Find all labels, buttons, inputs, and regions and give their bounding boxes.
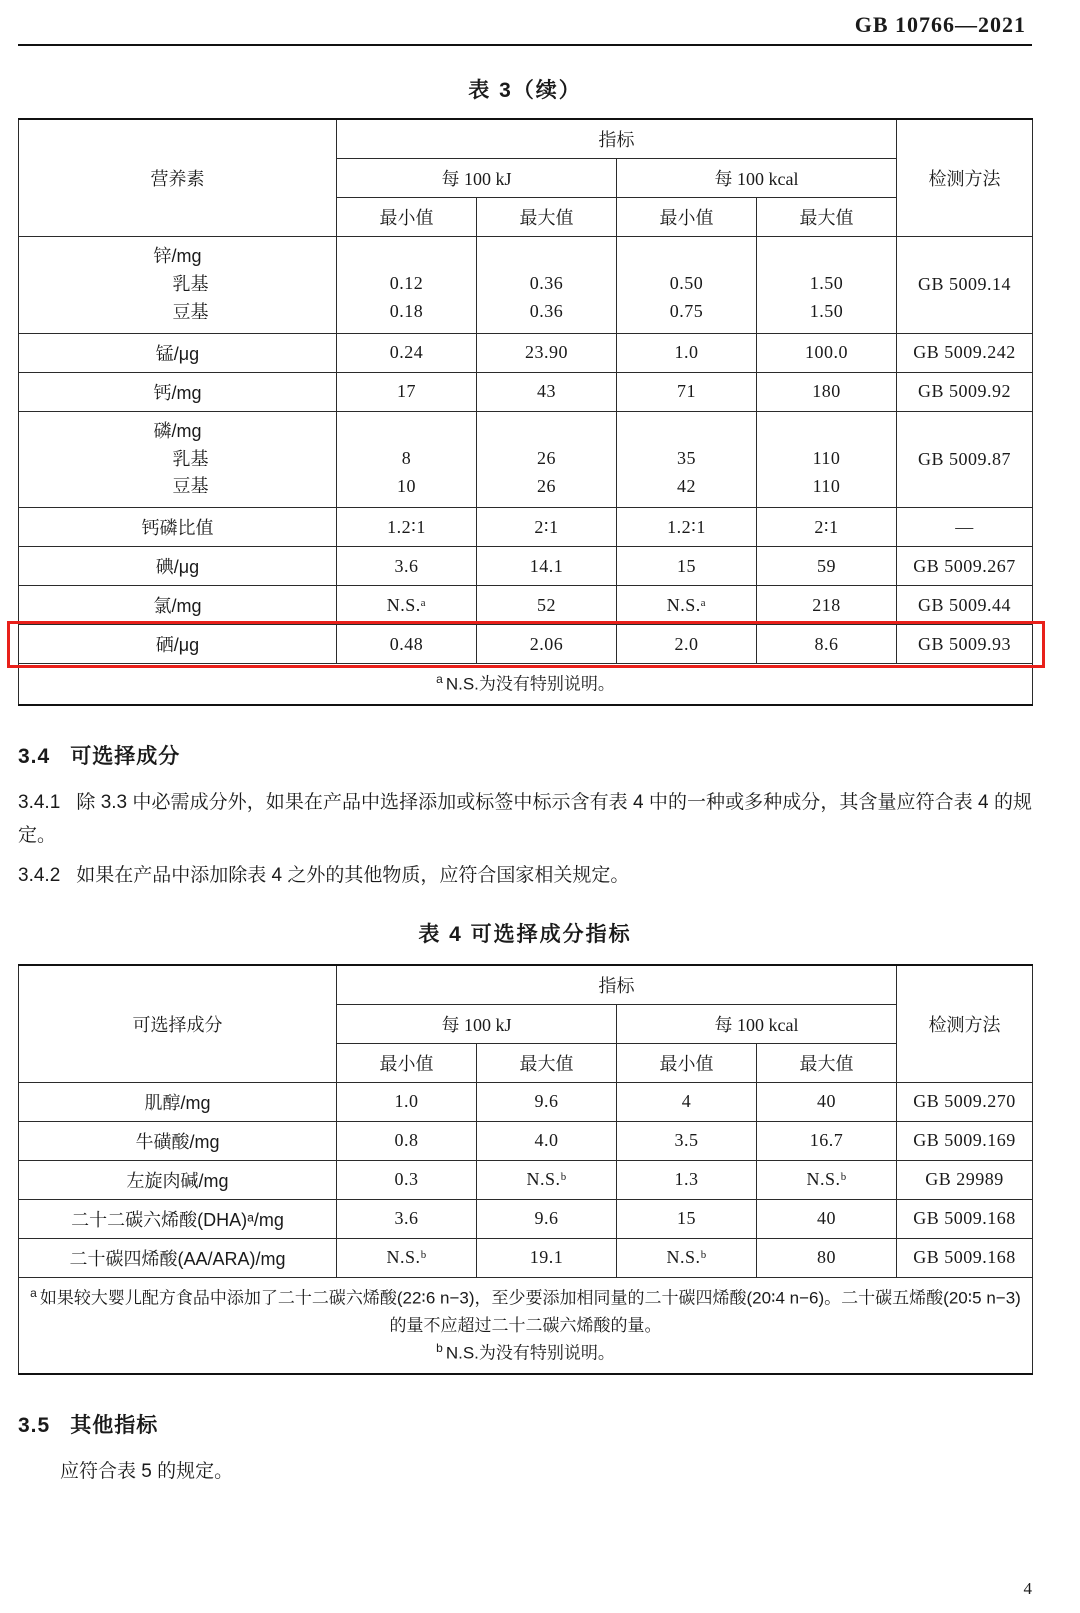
table3-row2-kj-max: 43 xyxy=(477,372,617,411)
table3-row0-kcal-max: 1.50 1.50 xyxy=(757,237,897,334)
table3-header-per100kcal: 每 100 kcal xyxy=(617,159,897,198)
table4-row2-method: GB 29989 xyxy=(897,1160,1033,1199)
table3-row6-kj-min: N.S.ᵃ xyxy=(337,586,477,625)
section-3-4-number: 3.4 xyxy=(18,745,51,769)
table4-note-b xyxy=(23,1339,1028,1367)
table4-row2-kcal-max: N.S.ᵇ xyxy=(757,1160,897,1199)
table3-row0-kcal-min: 0.50 0.75 xyxy=(617,237,757,334)
table3-header-kcal-min: 最小值 xyxy=(617,198,757,237)
table4-header-method: 检测方法 xyxy=(897,965,1033,1083)
table4-note-b-text: N.S.为没有特别说明。 xyxy=(445,1343,615,1363)
table4-note-b-marker: b xyxy=(436,1340,443,1355)
table-row xyxy=(19,508,1033,547)
table4-row3-method: GB 5009.168 xyxy=(897,1199,1033,1238)
table4-row1-kj-min: 0.8 xyxy=(337,1121,477,1160)
table4-row1-name: 牛磺酸/mg xyxy=(19,1121,337,1160)
paragraph-3-5: 应符合表 5 的规定。 xyxy=(60,1460,234,1482)
table4-header-component: 可选择成分 xyxy=(19,965,337,1083)
table3-header-method: 检测方法 xyxy=(897,119,1033,237)
table4-row4-kcal-max: 80 xyxy=(757,1238,897,1277)
table-row xyxy=(19,1238,1033,1277)
table3-row4-kcal-max: 2∶1 xyxy=(757,508,897,547)
table4-row3-kcal-min: 15 xyxy=(617,1199,757,1238)
table4-row2-kj-min: 0.3 xyxy=(337,1160,477,1199)
table4-row0-method: GB 5009.270 xyxy=(897,1082,1033,1121)
table3-row7-kcal-min: 2.0 xyxy=(617,625,757,664)
table-row xyxy=(19,372,1033,411)
table4-title: 表 4 可选择成分指标 xyxy=(418,922,632,946)
table3-row7-kj-max: 2.06 xyxy=(477,625,617,664)
table3-note-text: N.S.为没有特别说明。 xyxy=(445,675,615,694)
table3-note-marker: a xyxy=(436,672,443,687)
table4-header-per100kj: 每 100 kJ xyxy=(337,1004,617,1043)
table4-row1-kcal-min: 3.5 xyxy=(617,1121,757,1160)
table4-row3-kcal-max: 40 xyxy=(757,1199,897,1238)
table4-row3-kj-max: 9.6 xyxy=(477,1199,617,1238)
table3-row0-method: GB 5009.14 xyxy=(897,237,1033,334)
table3-header-kcal-max: 最大值 xyxy=(757,198,897,237)
table4-row0-kj-min: 1.0 xyxy=(337,1082,477,1121)
table4-row0-name: 肌醇/mg xyxy=(19,1082,337,1121)
table3-row6-name: 氯/mg xyxy=(19,586,337,625)
table3-row2-name: 钙/mg xyxy=(19,372,337,411)
table3-row3-kj-max: 26 26 xyxy=(477,411,617,508)
table3-row1-kj-min: 0.24 xyxy=(337,333,477,372)
table3-row7-name: 硒/μg xyxy=(19,625,337,664)
table4-row3-name: 二十二碳六烯酸(DHA)ᵃ/mg xyxy=(19,1199,337,1238)
paragraph-3-4-1 xyxy=(18,786,1032,853)
table4-note-a xyxy=(23,1284,1028,1339)
table-row xyxy=(19,1121,1033,1160)
table4-row0-kcal-max: 40 xyxy=(757,1082,897,1121)
table4-row4-name: 二十碳四烯酸(AA/ARA)/mg xyxy=(19,1238,337,1277)
table3-header-nutrient: 营养素 xyxy=(19,119,337,237)
page-number: 4 xyxy=(1023,1579,1032,1598)
table4-row1-kj-max: 4.0 xyxy=(477,1121,617,1160)
header-rule xyxy=(18,44,1032,46)
table4-header-kcal-max: 最大值 xyxy=(757,1043,897,1082)
table3-row5-name: 碘/μg xyxy=(19,547,337,586)
section-3-5-heading xyxy=(18,1409,1032,1439)
table3-header-kj-min: 最小值 xyxy=(337,198,477,237)
table4-note-a-text: 如果较大婴儿配方食品中添加了二十二碳六烯酸(22∶6 n−3)，至少要添加相同量的二十碳四烯酸(20∶4 n−6)。二十碳五烯酸(20∶5 n−3)的量不应超过二十二碳六烯酸的量。 xyxy=(39,1288,1021,1335)
paragraph-3-4-1-number: 3.4.1 xyxy=(18,792,61,814)
table4-row2-kcal-min: 1.3 xyxy=(617,1160,757,1199)
table3-title: 表 3（续） xyxy=(468,79,582,102)
table3-row3-method: GB 5009.87 xyxy=(897,411,1033,508)
table3-row2-kcal-max: 180 xyxy=(757,372,897,411)
table4-header-kj-max: 最大值 xyxy=(477,1043,617,1082)
table4-row2-name: 左旋肉碱/mg xyxy=(19,1160,337,1199)
table4-notes xyxy=(19,1277,1033,1373)
table4-row3-kj-min: 3.6 xyxy=(337,1199,477,1238)
table3-row6-kcal-max: 218 xyxy=(757,586,897,625)
paragraph-3-4-2 xyxy=(18,859,1032,892)
table3-row4-name: 钙磷比值 xyxy=(19,508,337,547)
table4-header-per100kcal: 每 100 kcal xyxy=(617,1004,897,1043)
table3-note xyxy=(19,664,1033,705)
table3-row0-kj-max: 0.36 0.36 xyxy=(477,237,617,334)
table-row xyxy=(19,547,1033,586)
table4-row1-method: GB 5009.169 xyxy=(897,1121,1033,1160)
table3-row1-kcal-max: 100.0 xyxy=(757,333,897,372)
table4-row2-kj-max: N.S.ᵇ xyxy=(477,1160,617,1199)
table3-row3-kj-min: 8 10 xyxy=(337,411,477,508)
document-header xyxy=(18,10,1032,38)
table3-header-indicator: 指标 xyxy=(337,119,897,159)
paragraph-3-4-2-text: 如果在产品中添加除表 4 之外的其他物质，应符合国家相关规定。 xyxy=(76,864,630,886)
table4-row0-kcal-min: 4 xyxy=(617,1082,757,1121)
table3-row3-kcal-min: 35 42 xyxy=(617,411,757,508)
section-3-4-heading xyxy=(18,740,1032,770)
table4-header-row-1 xyxy=(19,965,1033,1005)
table3-row2-kcal-min: 71 xyxy=(617,372,757,411)
table3-row6-kcal-min: N.S.ᵃ xyxy=(617,586,757,625)
table-row xyxy=(19,237,1033,334)
table3-row5-kj-min: 3.6 xyxy=(337,547,477,586)
table3-row3-name: 磷/mg 乳基 豆基 xyxy=(19,411,337,508)
table-row xyxy=(19,586,1033,625)
section-3-5-title: 其他指标 xyxy=(70,1413,159,1437)
paragraph-3-4-1-text: 除 3.3 中必需成分外，如果在产品中选择添加或标签中标示含有表 4 中的一种或多种成分，其含量应符合表 4 的规定。 xyxy=(18,792,1032,847)
table-row xyxy=(19,1160,1033,1199)
table3-row1-name: 锰/μg xyxy=(19,333,337,372)
standard-code: GB 10766—2021 xyxy=(854,12,1026,37)
table3-row4-kcal-min: 1.2∶1 xyxy=(617,508,757,547)
table4-header-kj-min: 最小值 xyxy=(337,1043,477,1082)
table3-row5-kcal-max: 59 xyxy=(757,547,897,586)
table-row xyxy=(19,1199,1033,1238)
table4-row0-kj-max: 9.6 xyxy=(477,1082,617,1121)
table3-note-row xyxy=(19,664,1033,705)
table3-row0-name: 锌/mg 乳基 豆基 xyxy=(19,237,337,334)
table3-row1-kj-max: 23.90 xyxy=(477,333,617,372)
table3-row4-kj-max: 2∶1 xyxy=(477,508,617,547)
table4-row4-kcal-min: N.S.ᵇ xyxy=(617,1238,757,1277)
section-3-4-title: 可选择成分 xyxy=(70,745,181,769)
paragraph-3-4-2-number: 3.4.2 xyxy=(18,864,61,886)
table4-row1-kcal-max: 16.7 xyxy=(757,1121,897,1160)
table3-row1-method: GB 5009.242 xyxy=(897,333,1033,372)
table3-header-per100kj: 每 100 kJ xyxy=(337,159,617,198)
table3-row5-kj-max: 14.1 xyxy=(477,547,617,586)
table4-header-indicator: 指标 xyxy=(337,965,897,1005)
table3-row2-method: GB 5009.92 xyxy=(897,372,1033,411)
table4-note-a-marker: a xyxy=(30,1285,37,1300)
table3-row6-kj-max: 52 xyxy=(477,586,617,625)
table3-row5-method: GB 5009.267 xyxy=(897,547,1033,586)
table4-row4-kj-max: 19.1 xyxy=(477,1238,617,1277)
table3-row2-kj-min: 17 xyxy=(337,372,477,411)
table-row-highlighted xyxy=(19,625,1033,664)
table-row xyxy=(19,411,1033,508)
table3-row3-kcal-max: 110 110 xyxy=(757,411,897,508)
table4-note-row xyxy=(19,1277,1033,1373)
table-row xyxy=(19,333,1033,372)
table4-row4-kj-min: N.S.ᵇ xyxy=(337,1238,477,1277)
table4-row4-method: GB 5009.168 xyxy=(897,1238,1033,1277)
table3-row1-kcal-min: 1.0 xyxy=(617,333,757,372)
table3-row5-kcal-min: 15 xyxy=(617,547,757,586)
table3-row4-method: — xyxy=(897,508,1033,547)
table3-row7-method: GB 5009.93 xyxy=(897,625,1033,664)
table3-row7-kj-min: 0.48 xyxy=(337,625,477,664)
table3 xyxy=(18,118,1033,706)
table3-header-kj-max: 最大值 xyxy=(477,198,617,237)
table3-header-row-1 xyxy=(19,119,1033,159)
table3-row7-kcal-max: 8.6 xyxy=(757,625,897,664)
table-row xyxy=(19,1082,1033,1121)
table4 xyxy=(18,964,1033,1375)
table3-row4-kj-min: 1.2∶1 xyxy=(337,508,477,547)
table4-header-kcal-min: 最小值 xyxy=(617,1043,757,1082)
section-3-5-number: 3.5 xyxy=(18,1413,51,1437)
table3-row0-kj-min: 0.12 0.18 xyxy=(337,237,477,334)
table3-row6-method: GB 5009.44 xyxy=(897,586,1033,625)
